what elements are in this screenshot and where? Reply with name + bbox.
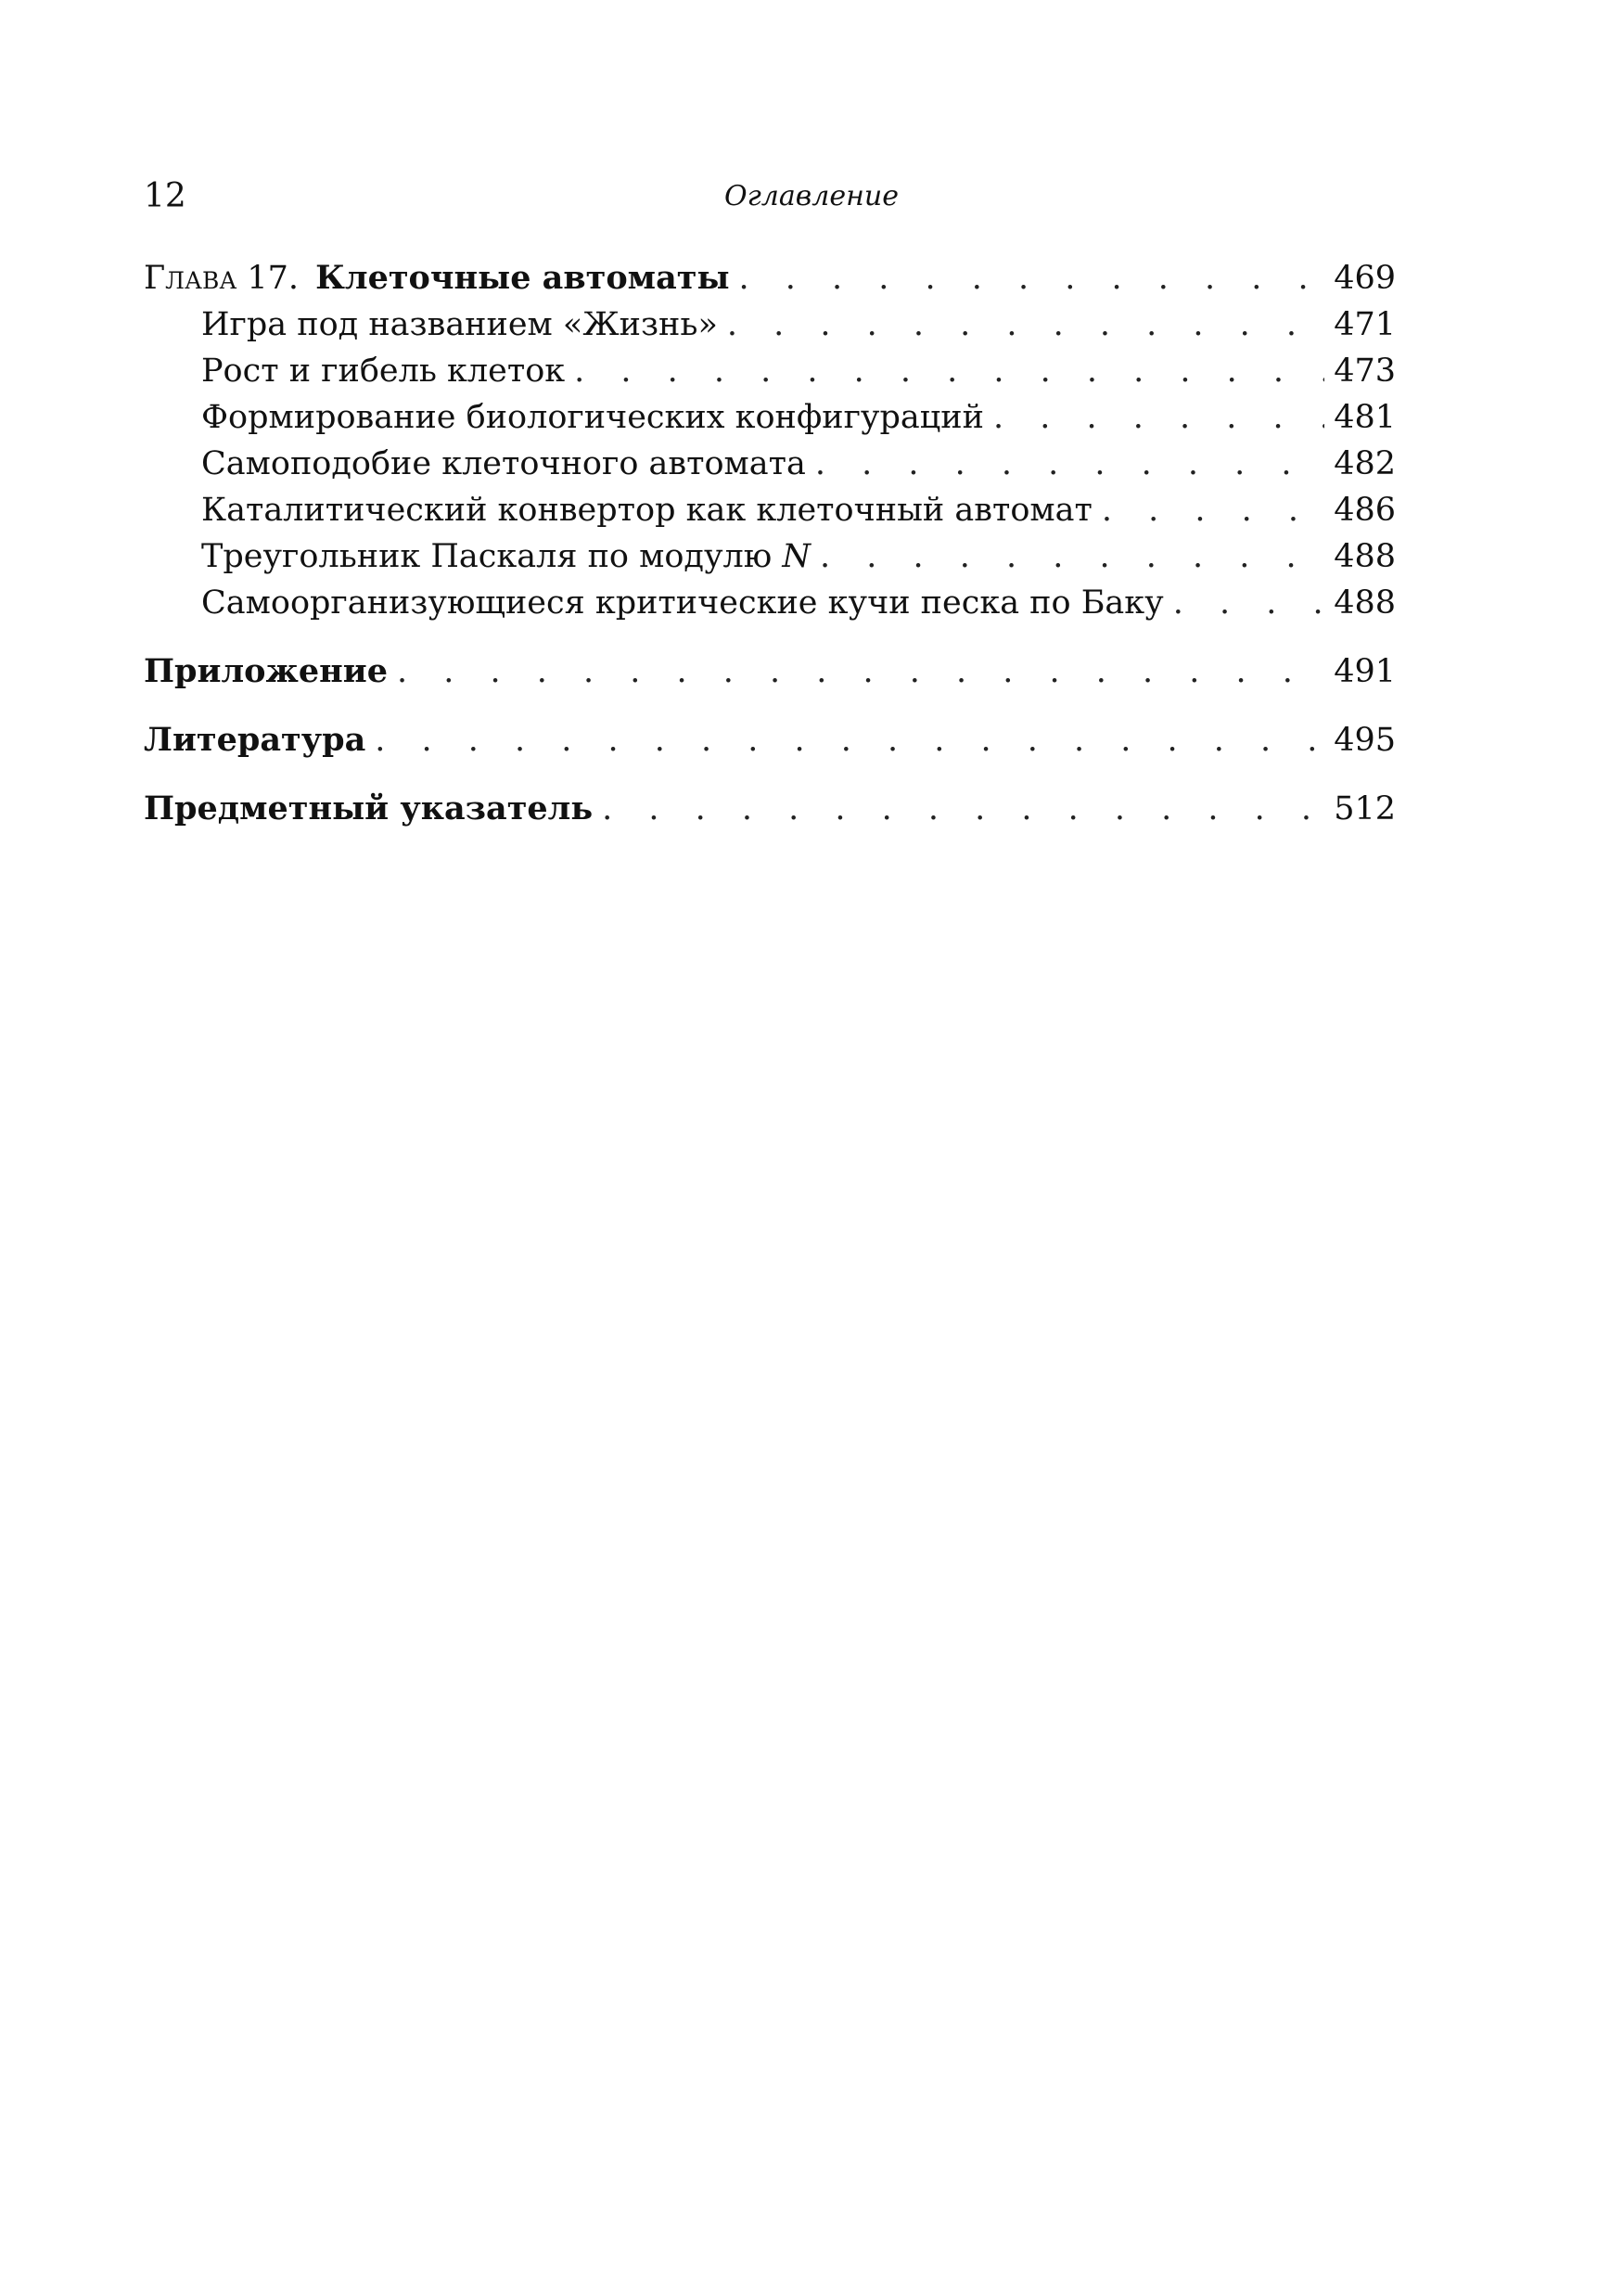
appendix-page: 491 — [1334, 653, 1396, 690]
leader-dots — [993, 394, 1324, 441]
section-page: 473 — [1334, 353, 1396, 390]
leader-dots — [1102, 487, 1324, 533]
section-page: 488 — [1334, 584, 1396, 622]
toc-index-entry[interactable] — [144, 786, 1396, 832]
section-title: Рост и гибель клеток — [201, 353, 566, 390]
toc-section-entry[interactable] — [144, 580, 1396, 626]
references-title: Литература — [144, 721, 366, 759]
index-page: 512 — [1334, 790, 1396, 827]
table-of-contents — [144, 255, 1396, 832]
section-page: 471 — [1334, 306, 1396, 343]
toc-section-entry[interactable] — [144, 533, 1396, 580]
toc-section-entry[interactable] — [144, 487, 1396, 533]
section-title: Самоорганизующиеся критические кучи песка по Баку — [201, 584, 1164, 622]
toc-section-entry[interactable] — [144, 394, 1396, 441]
toc-chapter-entry[interactable] — [144, 255, 1396, 301]
chapter-title: Клеточные автоматы — [315, 259, 730, 297]
leader-dots — [739, 255, 1325, 301]
section-page: 486 — [1334, 492, 1396, 529]
page-number: 12 — [144, 177, 186, 215]
leader-dots — [375, 717, 1324, 763]
leader-dots — [602, 786, 1324, 832]
section-title: Игра под названием «Жизнь» — [201, 306, 718, 343]
section-page: 488 — [1334, 538, 1396, 575]
section-title: Треугольник Паскаля по модулю — [201, 538, 773, 575]
leader-dots — [820, 533, 1324, 580]
appendix-title: Приложение — [144, 652, 388, 690]
leader-dots — [397, 648, 1324, 695]
chapter-page: 469 — [1334, 260, 1396, 297]
references-page: 495 — [1334, 722, 1396, 759]
leader-dots — [1173, 580, 1324, 626]
section-title-math: N — [782, 538, 812, 575]
toc-section-entry[interactable] — [144, 348, 1396, 394]
section-title: Самоподобие клеточного автомата — [201, 445, 806, 482]
toc-section-entry[interactable] — [144, 441, 1396, 487]
toc-section-entry[interactable] — [144, 301, 1396, 348]
leader-dots — [815, 441, 1324, 487]
section-title: Формирование биологических конфигураций — [201, 399, 984, 436]
section-title: Каталитический конвертор как клеточный автомат — [201, 492, 1093, 529]
leader-dots — [574, 348, 1324, 394]
chapter-prefix: Глава 17. — [144, 260, 300, 297]
running-head: Оглавление — [724, 180, 899, 212]
index-title: Предметный указатель — [144, 789, 594, 827]
section-page: 481 — [1334, 399, 1396, 436]
section-page: 482 — [1334, 445, 1396, 482]
toc-appendix-entry[interactable] — [144, 648, 1396, 695]
toc-references-entry[interactable] — [144, 717, 1396, 763]
leader-dots — [727, 301, 1324, 348]
